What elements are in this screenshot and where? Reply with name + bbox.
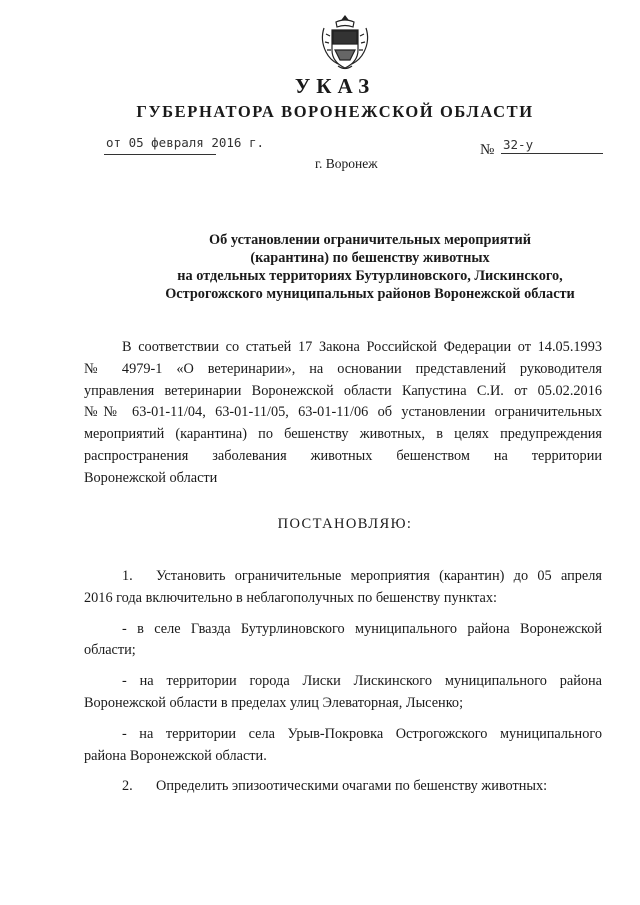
item-1-number: 1. <box>122 568 133 584</box>
document-title-line: (карантина) по бешенству животных <box>250 250 490 266</box>
preamble-line: распространения заболевания животных бешенством на территории <box>84 447 602 464</box>
document-title <box>100 231 640 303</box>
decree-word: ПОСТАНОВЛЯЮ: <box>277 516 413 532</box>
item-2-text: Определить эпизоотическими очагами по бешенству животных: <box>156 778 548 795</box>
spacer <box>84 715 602 724</box>
item-1 <box>84 566 602 767</box>
coat-of-arms-emblem <box>318 14 372 72</box>
item-2 <box>84 776 602 798</box>
preamble-line: В соответствии со статьей 17 Закона Российской Федерации от 14.05.1993 <box>122 339 602 355</box>
item-2-number: 2. <box>122 778 133 795</box>
spacer <box>84 610 602 619</box>
item-1-sub-line: Воронежской области в пределах улиц Элеваторная, Лысенко; <box>84 694 464 711</box>
document-date: от 05 февраля 2016 г. <box>106 135 265 150</box>
preamble-line: № 4979-1 «О ветеринарии», на основании представлений руководителя <box>84 360 602 377</box>
preamble-paragraph <box>84 337 602 490</box>
item-1-sub-line: области; <box>84 642 136 659</box>
item-1-line <box>84 566 602 588</box>
spacer <box>84 767 602 776</box>
item-1-line: 2016 года включительно в неблагополучных по бешенству пунктах: <box>84 589 497 606</box>
document-type-title: УКАЗ <box>294 74 376 98</box>
document-title-line: Острогожского муниципальных районов Воронежской области <box>165 286 575 302</box>
decree-body <box>84 566 602 798</box>
document-title-line: на отдельных территориях Бутурлиновского, Лискинского, <box>177 268 563 284</box>
item-1-sub-line: - на территории города Лиски Лискинского муниципального района <box>122 673 602 690</box>
city-line: г. Воронеж <box>315 156 378 171</box>
preamble-line: Воронежской области <box>84 469 218 486</box>
issuer-subtitle: ГУБЕРНАТОРА ВОРОНЕЖСКОЙ ОБЛАСТИ <box>136 102 534 121</box>
number-underline <box>501 153 603 154</box>
spacer <box>84 662 602 671</box>
document-number: 32-у <box>503 137 534 152</box>
preamble-line: управления ветеринарии Воронежской области Капустина С.И. от 05.02.2016 <box>84 382 602 399</box>
item-1-sub-line: - в селе Гвазда Бутурлиновского муниципального района Воронежской <box>122 620 602 637</box>
item-1-text: Установить ограничительные мероприятия (карантин) до 05 апреля <box>156 568 602 584</box>
item-1-sub-line: - на территории села Урыв-Покровка Острогожского муниципального <box>122 725 602 742</box>
preamble-line: мероприятий (карантина) по бешенству животных, в целях предупреждения <box>84 426 602 443</box>
preamble-line: №№ 63-01-11/04, 63-01-11/05, 63-01-11/06 об установлении ограничительных <box>84 404 602 421</box>
item-1-sub-line: района Воронежской области. <box>84 747 267 764</box>
document-title-line: Об установлении ограничительных мероприятий <box>209 232 531 248</box>
number-label: № <box>480 142 495 158</box>
